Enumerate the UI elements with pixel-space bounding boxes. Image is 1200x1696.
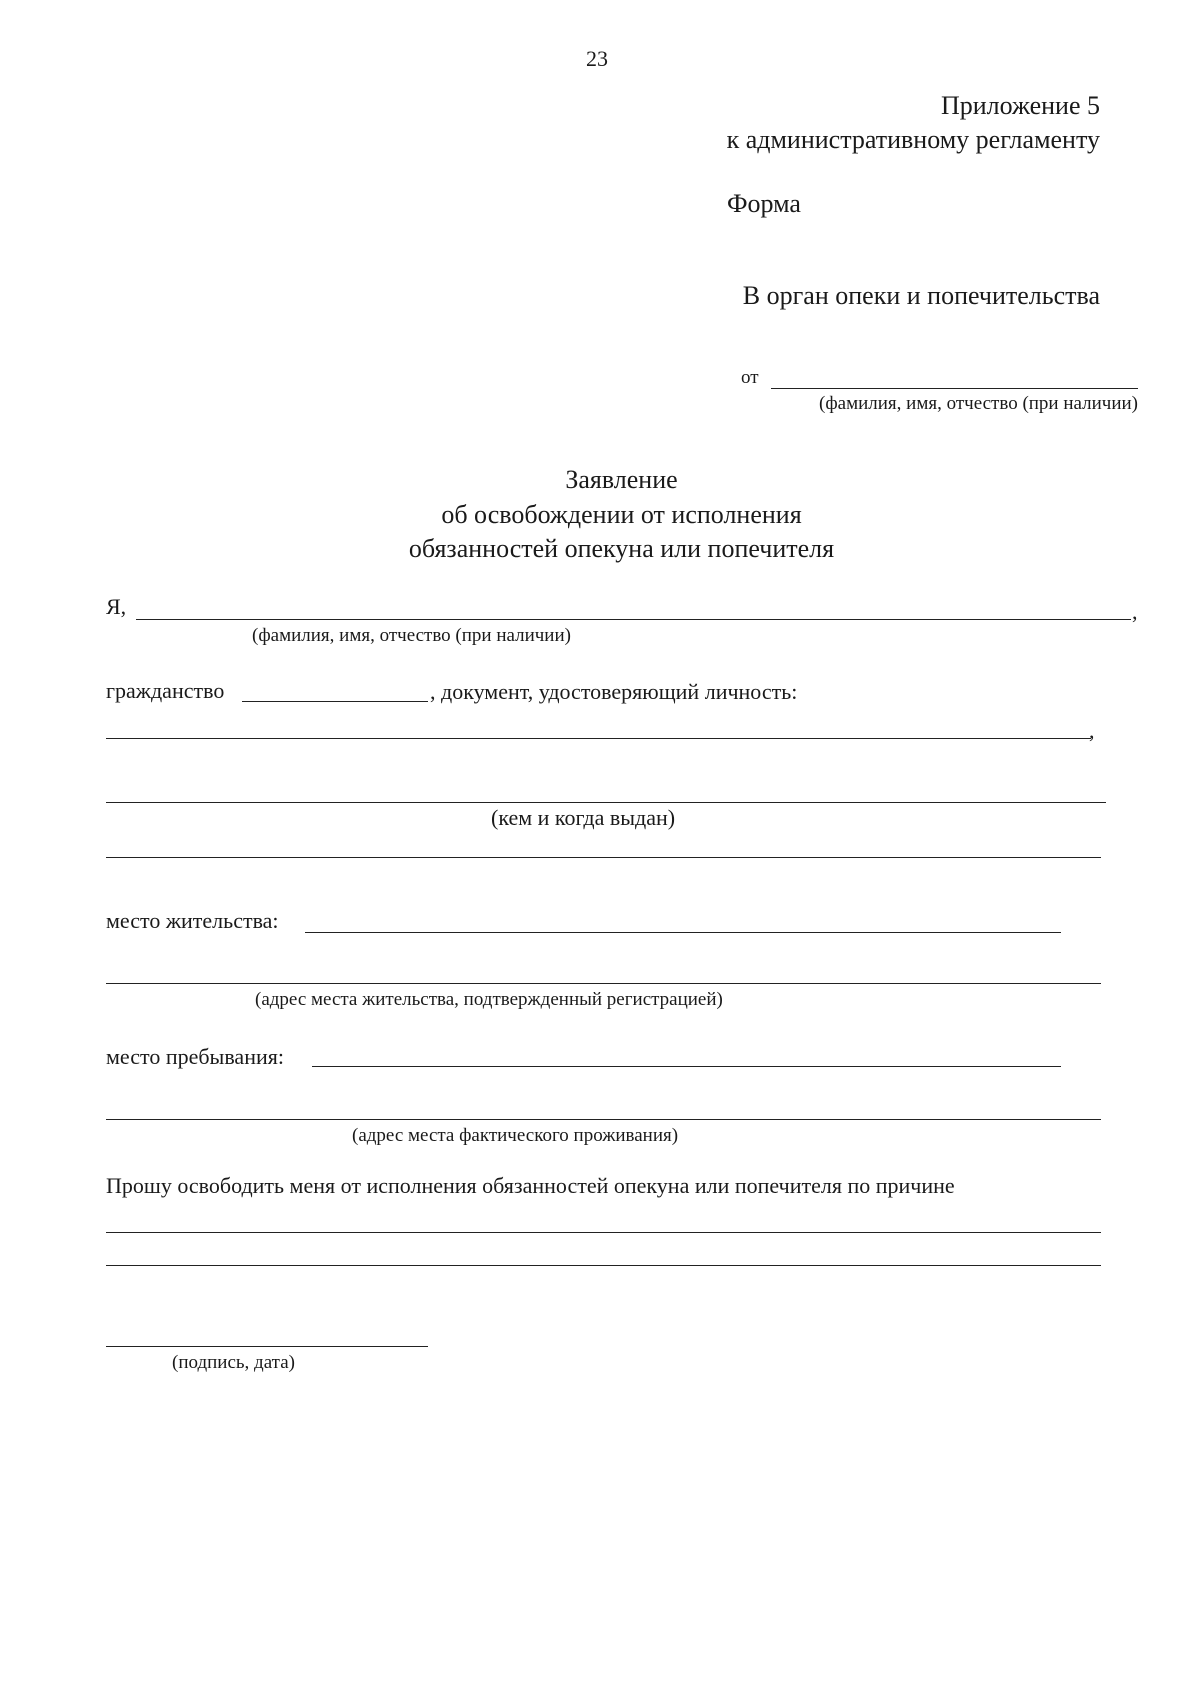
document-field-2[interactable] <box>106 802 1106 803</box>
issued-caption: (кем и когда выдан) <box>491 805 676 830</box>
document-subtitle-2: обязанностей опекуна или попечителя <box>408 534 835 563</box>
citizenship-field[interactable] <box>242 701 428 702</box>
appendix-number: Приложение 5 <box>940 91 1100 120</box>
name-line-comma: , <box>1132 599 1138 624</box>
request-text: Прошу освободить меня от исполнения обязанностей опекуна или попечителя по причине <box>106 1173 955 1198</box>
reason-field-2[interactable] <box>106 1265 1101 1266</box>
addressee: В орган опеки и попечительства <box>742 281 1100 310</box>
form-label: Форма <box>727 189 801 218</box>
from-caption: (фамилия, имя, отчество (при наличии) <box>819 393 1138 414</box>
residence-caption: (адрес места жительства, подтвержденный регистрацией) <box>255 989 723 1010</box>
document-subtitle-1: об освобождении от исполнения <box>441 500 802 529</box>
stay-field-2[interactable] <box>106 1119 1101 1120</box>
name-caption: (фамилия, имя, отчество (при наличии) <box>252 625 571 646</box>
signature-field[interactable] <box>106 1346 428 1347</box>
stay-label: место пребывания: <box>106 1044 284 1069</box>
document-line-comma: , <box>1089 718 1095 743</box>
applicant-name-field[interactable] <box>136 619 1131 620</box>
stay-field-1[interactable] <box>312 1066 1061 1067</box>
residence-label: место жительства: <box>106 908 279 933</box>
citizenship-label: гражданство <box>106 678 225 703</box>
residence-field-2[interactable] <box>106 983 1101 984</box>
stay-caption: (адрес места фактического проживания) <box>352 1125 679 1146</box>
residence-field-1[interactable] <box>305 932 1061 933</box>
signature-caption: (подпись, дата) <box>172 1352 295 1373</box>
from-name-field[interactable] <box>771 388 1138 389</box>
i-label: Я, <box>106 594 127 619</box>
reason-field-1[interactable] <box>106 1232 1101 1233</box>
document-field-3[interactable] <box>106 857 1101 858</box>
from-label: от <box>741 367 759 388</box>
page-number: 23 <box>586 46 608 71</box>
document-label: , документ, удостоверяющий личность: <box>430 679 798 704</box>
document-field-1[interactable] <box>106 738 1091 739</box>
document-title: Заявление <box>565 465 678 494</box>
appendix-reference: к административному регламенту <box>726 125 1100 154</box>
